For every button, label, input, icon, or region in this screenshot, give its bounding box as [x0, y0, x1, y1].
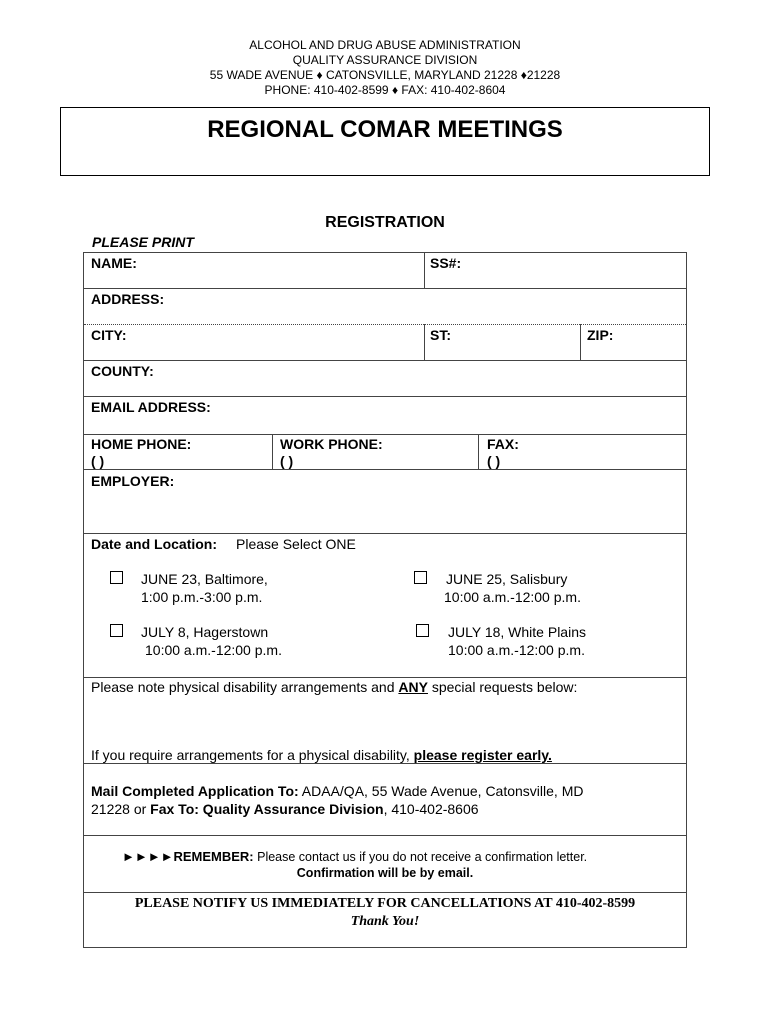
fax-area-code: ( )	[487, 453, 501, 469]
agency-name: ALCOHOL AND DRUG ABUSE ADMINISTRATION	[249, 38, 521, 52]
column-divider	[424, 324, 425, 360]
row-divider	[84, 288, 686, 289]
checkbox-june-25-salisbury[interactable]	[414, 571, 427, 584]
option-time: 10:00 a.m.-12:00 p.m.	[448, 642, 585, 658]
row-divider	[84, 533, 686, 534]
city-field[interactable]: CITY:	[91, 327, 127, 343]
checkbox-july-18-white-plains[interactable]	[416, 624, 429, 637]
row-divider	[84, 469, 686, 470]
column-divider	[580, 324, 581, 360]
row-divider	[84, 892, 686, 893]
remember-note: ►►►►REMEMBER: Please contact us if you do not receive a confirmation letter.	[122, 849, 588, 864]
work-phone-area-code: ( )	[280, 453, 294, 469]
checkbox-june-23-baltimore[interactable]	[110, 571, 123, 584]
option-time: 1:00 p.m.-3:00 p.m.	[141, 589, 263, 605]
row-divider	[84, 763, 686, 764]
home-phone-area-code: ( )	[91, 453, 105, 469]
mail-instructions-line2: 21228 or Fax To: Quality Assurance Division, 410-402-8606	[91, 801, 479, 817]
home-phone-field[interactable]: HOME PHONE:	[91, 436, 192, 452]
address-field[interactable]: ADDRESS:	[91, 291, 165, 307]
any-emphasis: ANY	[398, 679, 428, 695]
remember-arrows: ►►►►	[122, 849, 174, 864]
cancellation-notice: PLEASE NOTIFY US IMMEDIATELY FOR CANCELLATIONS AT 410-402-8599	[134, 896, 636, 911]
mail-label: Mail Completed Application To:	[91, 783, 299, 799]
option-time: 10:00 a.m.-12:00 p.m.	[145, 642, 282, 658]
column-divider	[478, 434, 479, 469]
fax-to-label: Fax To: Quality Assurance Division	[150, 801, 384, 817]
agency-phone-fax: PHONE: 410-402-8599 ♦ FAX: 410-402-8604	[264, 83, 506, 97]
disability-note: Please note physical disability arrangements and ANY special requests below:	[91, 679, 578, 695]
county-field[interactable]: COUNTY:	[91, 363, 154, 379]
row-divider	[84, 677, 686, 678]
registration-form	[83, 252, 687, 948]
please-print-note: PLEASE PRINT	[92, 234, 194, 250]
work-phone-field[interactable]: WORK PHONE:	[280, 436, 383, 452]
employer-field[interactable]: EMPLOYER:	[91, 473, 175, 489]
column-divider	[272, 434, 273, 469]
register-early-emphasis: please register early.	[413, 747, 552, 763]
row-divider	[84, 396, 686, 397]
date-location-label: Date and Location:	[91, 536, 218, 552]
option-label: JUNE 23, Baltimore,	[141, 571, 268, 587]
mail-instructions: Mail Completed Application To: ADAA/QA, 55 Wade Avenue, Catonsville, MD	[91, 783, 584, 799]
fax-field[interactable]: FAX:	[487, 436, 519, 452]
zip-field[interactable]: ZIP:	[587, 327, 614, 343]
column-divider	[424, 253, 425, 288]
option-label: JULY 18, White Plains	[448, 624, 586, 640]
title-box	[60, 107, 710, 176]
confirmation-note: Confirmation will be by email.	[296, 866, 474, 880]
ss-field[interactable]: SS#:	[430, 255, 462, 271]
agency-address: 55 WADE AVENUE ♦ CATONSVILLE, MARYLAND 21228 ♦21228	[209, 68, 561, 82]
registration-heading: REGISTRATION	[325, 214, 445, 231]
division-name: QUALITY ASSURANCE DIVISION	[292, 53, 478, 67]
option-time: 10:00 a.m.-12:00 p.m.	[444, 589, 581, 605]
row-divider	[84, 360, 686, 361]
date-location-instruction: Please Select ONE	[236, 536, 356, 552]
name-field[interactable]: NAME:	[91, 255, 137, 271]
row-divider	[84, 434, 686, 435]
row-divider	[84, 835, 686, 836]
checkbox-july-8-hagerstown[interactable]	[110, 624, 123, 637]
email-field[interactable]: EMAIL ADDRESS:	[91, 399, 211, 415]
page-title: REGIONAL COMAR MEETINGS	[207, 116, 563, 143]
register-early-note: If you require arrangements for a physical disability, please register early.	[91, 747, 552, 763]
remember-label: REMEMBER:	[173, 849, 254, 864]
option-label: JUNE 25, Salisbury	[446, 571, 568, 587]
state-field[interactable]: ST:	[430, 327, 451, 343]
thank-you: Thank You!	[350, 914, 420, 929]
option-label: JULY 8, Hagerstown	[141, 624, 269, 640]
row-divider	[84, 324, 686, 325]
